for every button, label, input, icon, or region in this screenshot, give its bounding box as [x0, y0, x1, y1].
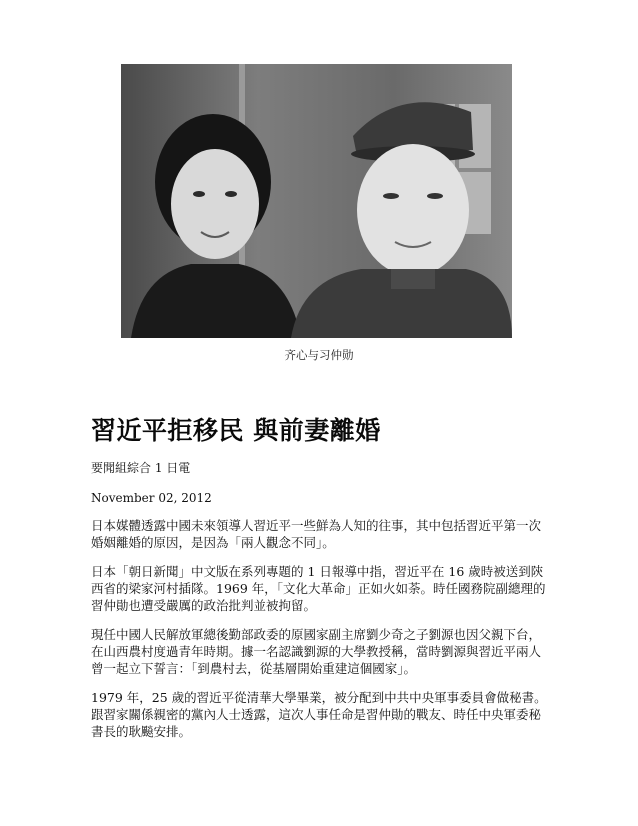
article-headline: 習近平拒移民 與前妻離婚 [91, 416, 381, 445]
article-paragraph: 日本媒體透露中國未來領導人習近平一些鮮為人知的往事，其中包括習近平第一次婚姻離婚的原因，是因為「兩人觀念不同」。 [91, 518, 542, 550]
article-date: November 02, 2012 [91, 491, 212, 505]
article-paragraph: 1979 年，25 歲的習近平從清華大學畢業，被分配到中共中央軍事委員會做秘書。跟習家關係親密的黨內人士透露，這次人事任命是習仲勛的戰友、時任中央軍委秘書長的耿飈安排。 [91, 690, 547, 739]
photo-caption: 齐心与习仲勋 [284, 348, 354, 362]
article-body [91, 517, 549, 752]
portrait-photo-icon [121, 64, 512, 338]
portrait-photo [121, 64, 512, 338]
article-paragraph: 現任中國人民解放軍總後勤部政委的原國家副主席劉少奇之子劉源也因父親下台，在山西農村度過青年時期。據一名認識劉源的大學教授稱，當時劉源與習近平兩人曾一起立下誓言：「到農村去，從基層開始重建這個國家」。 [91, 627, 542, 676]
article-byline: 要聞組綜合 1 日電 [91, 461, 191, 475]
article-paragraph: 日本「朝日新聞」中文版在系列專題的 1 日報導中指，習近平在 16 歲時被送到陝西省的梁家河村插隊。1969 年，「文化大革命」正如火如荼。時任國務院副總理的習仲勛也遭受嚴厲的政治批判並被拘留。 [91, 564, 546, 613]
